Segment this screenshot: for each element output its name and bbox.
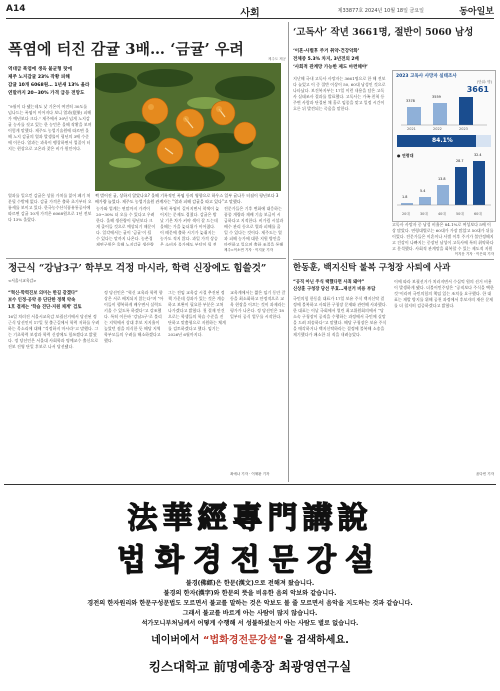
age-label: 60대 [474, 212, 482, 216]
subhead-line: ‘사회적 관계망 가능한 제도 마련해야’ [293, 65, 368, 70]
age-label: 40대 [438, 212, 446, 216]
bar-year: 2022 [433, 127, 442, 131]
age-chart-title: ● 연령대 [397, 153, 414, 158]
lonely-death-infographic [392, 70, 496, 222]
subhead-line: 역대급 폭염에 생육 불균형 탓에 [8, 67, 73, 72]
body-text: 특히 폭염이 길어지면서 착색이 늦어지는 문제도 겹쳤다. 감귤은 밤낮 기온 차가 커야 색이 잘 드는데 올해는 가을 늦더위가 이어졌다. 이 때문에 출하 시기가 늦춰지는 농가도 적지 않다. [160, 206, 220, 241]
bar-year: 2023 [459, 127, 468, 131]
photo-caption: 쩍 벌어진 귤, 상하지 않았나요? 올해 기록적인 폭염 등의 영향으로 하우스 일부 귤나무 터짐이 평년보다 3배가량 늘었다. 제주도 농업기술원 관계자는 “열과 피해 감귤을 따고 있다”고 말했다. [95, 193, 279, 204]
ad-search-line [4, 631, 496, 646]
issue-meta: 제33877호 2024년 10월 18일 금요일 [337, 8, 424, 14]
story1-lead [8, 104, 92, 192]
share-bar [397, 135, 491, 147]
tangerine-photo [95, 63, 281, 191]
ad-body-line: 그래서 불교를 바르게 아는 사람이 많지 않습니다. [182, 610, 318, 617]
ad-body-line: 불경의 한자(漢字)와 한문의 뜻을 비유한 음의 악보와 같습니다. [163, 590, 337, 597]
ad-divider [4, 484, 496, 485]
subhead-line: 신상훈 구청장 당선 무효…재선거 비용 부담 [293, 287, 376, 292]
subhead-line: 전체중 5.3% 차지, 3년전의 2배 [293, 57, 359, 62]
story1-subhead [8, 66, 92, 98]
body-text: 지난해 국내 고독사 사망자는 3661명으로 한 해 전보다 늘었고 이 중 절반 이상이 50, 60대 남성인 것으로 나타났다. 보건복지부는 17일 이런 내용을 담은 고독사 실태조사 결과를 발표했다. [293, 76, 386, 99]
story2-col1 [293, 76, 388, 224]
bar-value: 3559 [432, 95, 441, 99]
story2-byline: 이지운 기자 · 이은희 기자 [454, 252, 494, 256]
story1-byline: 제주=이소연 기자 · 이지윤 기자 [224, 248, 274, 252]
age-value: 5.4 [420, 189, 426, 193]
story1-col3 [160, 206, 220, 246]
body-text: 해당 구청장은 보유 주식을 매각하거나 백지신탁하라는 결정에 불복해 소송을 제기했다가 패소한 뒤 직을 내려놓았다. [293, 320, 387, 337]
body-text: 열과를 일으킨 감귤은 상품 가치를 잃어 폐기 처분될 수밖에 없다. 감귤 가격은 출하 초기부터 오름세를 보이고 있다. 한국농수산식품유통공사에 따르면 감귤 10개 가격은 6068원으로 1년 전보다 13% 올랐다. [8, 193, 92, 222]
subhead-line: 1호 결재는 ‘학습 진단·지원 체계’ 검토 [8, 305, 82, 310]
story1-col4 [224, 206, 284, 246]
story3-col2 [394, 279, 494, 469]
photo-credit: 제주도 제공 [268, 57, 287, 61]
body-text: 정 당선인은 “혁신 교육과 학력 향상은 서로 배치되지 않는다”며 “아이들이 행복하게 배우면서 실력도 키울 수 있도록 하겠다”고 강조했다. [104, 290, 164, 319]
ad-search-post: 을 검색하세요. [283, 635, 349, 646]
story4-col3 [168, 290, 226, 482]
body-text: 정 당선인은 서울대 사회학과 명예교수 출신으로 진보 진영 단일 후보로 나서 당선됐다. [8, 338, 99, 349]
body-text: 첫 결재 안건으로는 학생들의 학습 수준을 진단하고 맞춤형으로 지원하는 체계를 검토하겠다고 했다. 임기는 2026년 6월까지다. [168, 308, 226, 337]
subhead-line: 감귤 10개 6068원… 1년새 13% 올라 [8, 83, 90, 88]
ad-body [8, 579, 492, 629]
story2-headline: ‘고독사’ 작년 3661명, 절반이 5060 남성 [293, 27, 474, 38]
body-text: 이에 따라 보궐선거가 치러지면서 수십억 원의 선거 비용이 발생하게 됐다. 더불어민주당은 “공직보다 주식을 택한 것”이라며 국민의힘의 책임 있는 조치를 요구했다. [394, 279, 494, 296]
bar-2021 [407, 107, 421, 125]
section-divider [293, 259, 494, 260]
page-number: A14 [6, 4, 26, 14]
ad-search-term: “법화경전문강설” [202, 635, 284, 646]
subhead-line: “공직 아닌 주식 택했다면 사죄 돼야” [293, 280, 365, 285]
story1-col2 [96, 206, 156, 246]
body-text: 전문가들은 기후 변화에 대응하는 품종 개량과 재배 기술 보급이 시급하다고 지적한다. 비가림 시설과 배수 관리 등으로 열과 피해를 줄일 수 있다는 것이다. [224, 206, 284, 235]
body-text: 전문가들은 이혼이나 사별 이후 주거가 불안정해지고 건강이 나빠지는 중장년 남성이 고독사에 특히 취약하다고 분석했다. 사회적 관계망을 회복할 수 있는 제도적 지원 [392, 234, 494, 251]
story4-subhead [8, 290, 100, 311]
body-text: 농촌경제연구원은 올해 노지감귤 생산량 [96, 236, 154, 246]
body-text: 16일 치러진 서울시교육감 보궐선거에서 당선된 정근식 당선인이 17일 첫 출근길에서 학력 저하를 우려하는 목소리에 대해 “걱정하지 마시라”고 말했다. 그는 기초학력 보장과 학력 신장에도 힘쓰겠다고 밝혔다. [8, 314, 100, 343]
ad-search-pre: 네이버에서 [151, 635, 203, 646]
body-text: 국민의힘 한동훈 대표가 17일 보유 주식 백지신탁 결정에 불복하고 사퇴한 구청장 문제와 관련해 사과했다. 한 대표는 이날 국회에서 열린 최고위원회의에서 “당 소속 구청장이 공직을 수행하는 과정에서 국민께 실망을 드려 죄송하다”고 말했다. [293, 296, 387, 325]
body-text: 고독사 사망자 중 남성 비율은 84.1%로 여성보다 5배 이상 많았다. 연령대별로는 60대가 가장 많았고 50대가 뒤를 이었다. [392, 222, 494, 239]
ad-footer: 킹스대학교 前명예총장 최광영연구실 [148, 659, 352, 674]
section-title: 사회 [240, 8, 260, 19]
story4-col2 [104, 290, 164, 482]
story4-col4 [230, 290, 286, 470]
subhead-line: “혁신·학력진보 의미는 한길 같겠다” [8, 291, 78, 296]
body-text: 제주에서 30년 넘게 노지감귤 농사를 짓고 있는 한 농민은 올해 작황을 보며 이렇게 말했다. 제주도 농업기술원에 따르면 올해 노지 감귤의 열과 발생률이 평년의 3배 수준에 이른다. 열과는 과육이 팽창하면서 껍질이 터지는 현상으로 고온과 잦은 비가 원인이다. [8, 116, 92, 151]
subhead-line: 보수 인정·공약 중 단단한 정책 약속 [8, 298, 76, 303]
ad-body-line: 불경(佛經)은 한문(漢文)으로 전해져 왔습니다. [185, 580, 315, 587]
body-text: 정 당선인은 18일부터 공식 업무를 시작한다. [230, 308, 284, 319]
bar-value: 3378 [406, 99, 415, 103]
story1-col1 [8, 193, 92, 245]
body-text: 그는 전임 교육감 시절 추진된 정책 가운데 성과가 있는 것은 계승하고 보완이 필요한 부분은 고쳐 나가겠다고 밝혔다. [168, 290, 225, 313]
advertisement [4, 487, 496, 687]
story3-col1 [293, 296, 388, 466]
body-text: 특히 이른바 ‘강남3구’로 불리는 지역에서 상대 후보 지지율이 높았던 점을 의식한 듯 해당 지역 학부모들의 우려를 해소하겠다고 했다. [104, 314, 162, 343]
share-label: 84.1% [432, 137, 453, 144]
section-divider [6, 258, 286, 259]
chart-title: 2023 고독사 사망자 실태조사 [396, 74, 457, 79]
story3-subhead [293, 279, 388, 293]
story3-headline: 한동훈, 백지신탁 불복 구청장 사퇴에 사과 [293, 263, 451, 273]
masthead [6, 4, 494, 19]
story1-headline: 폭염에 터진 감귤 3배… ‘금귤’ 우려 [8, 40, 244, 58]
ad-title-hanja: 法華經專門講說 [127, 501, 373, 536]
bar-2023 [459, 97, 473, 125]
story2-col2 [392, 222, 494, 252]
story4-headline: 정근식 “강남3구’ 학부모 걱정 마시라, 학력 신장에도 힘쓸것” [8, 263, 267, 274]
story2-subhead [293, 48, 388, 72]
age-value: 28.7 [456, 159, 464, 163]
lead-text: “9월이 다 됐는데도 낮 기온이 여전히 30도를 넘나드는 폭염이 이어지다 보니 열과(裂果) 피해가 예년보다 크다.” [8, 104, 92, 121]
column-divider [288, 22, 289, 482]
subhead-line: 제주 노지감귤 23% 작황 피해 [8, 75, 70, 80]
body-text: 농가와 업계는 연말까지 가격이 20~30% 더 오를 수 있다고 우려한다. 올해 생산량이 평년보다 크게 줄어들 것으로 예상되기 때문이다. 일각에서는 귤이 ‘금귤’이 될 수 있다는 말까지 나온다. [96, 206, 156, 241]
ad-title-hangul: 법화경전문강설 [117, 543, 383, 578]
subhead-line: ‘이혼·사별후 주거 취약·건강악화’ [293, 49, 360, 54]
bar-year: 2021 [407, 127, 416, 131]
ad-body-line: 경전의 한자원리와 한문구성문법도 모르면서 불교를 말하는 것은 악보도 볼 줄 모르면서 음악을 지도하는 것과 같습니다. [87, 600, 413, 607]
body-text: 교육계에서는 짧은 임기 동안 갈등을 최소화하고 안정적으로 교육 현장을 이끄는 것이 과제라는 평가가 나온다. [230, 290, 286, 313]
age-value: 13.8 [438, 177, 446, 181]
bar-2022 [433, 103, 447, 125]
ad-body-line: 석가모니부처님께서 어떻게 수행해 서 성불하셨는지 아는 사람도 별로 없습니다. [141, 620, 359, 627]
body-text: 한 대표는 재발 방지를 위해 공천 과정에서 후보자의 재산 문제를 더 철저히 검증하겠다고 밝혔다. [394, 291, 494, 308]
body-text: 고독사는 가족·친척 등 주변 사람과 단절된 채 홀로 임종을 맞고 일정 시간이 흐른 뒤 발견되는 죽음을 말한다. [293, 94, 385, 111]
story4-kicker: <서울시교육감> [8, 278, 37, 283]
story4-col1 [8, 314, 100, 482]
chart-highlight: 3661 [466, 85, 489, 94]
chart-unit: (단위: 명) [476, 80, 492, 84]
story4-byline: 최예나 기자 · 이채완 기자 [230, 472, 270, 476]
paper-name: 동아일보 [459, 7, 494, 17]
age-value: 32.4 [474, 153, 482, 157]
age-label: 20대 [402, 212, 410, 216]
body-text: 제주도는 열과 피해 농가에 대한 지원 방안을 마련하고 있으며 출하 조절을 통해 [224, 230, 284, 246]
story3-byline: 윤다빈 기자 [475, 472, 494, 476]
age-value: 1.8 [402, 195, 408, 199]
age-label: 50대 [456, 212, 464, 216]
age-label: 30대 [420, 212, 428, 216]
body-text: 과일 가격 상승은 소비자 물가에도 부담이 될 전 [160, 236, 218, 246]
subhead-line: 연말까지 20~30% 가격 급등 전망도 [8, 91, 85, 96]
